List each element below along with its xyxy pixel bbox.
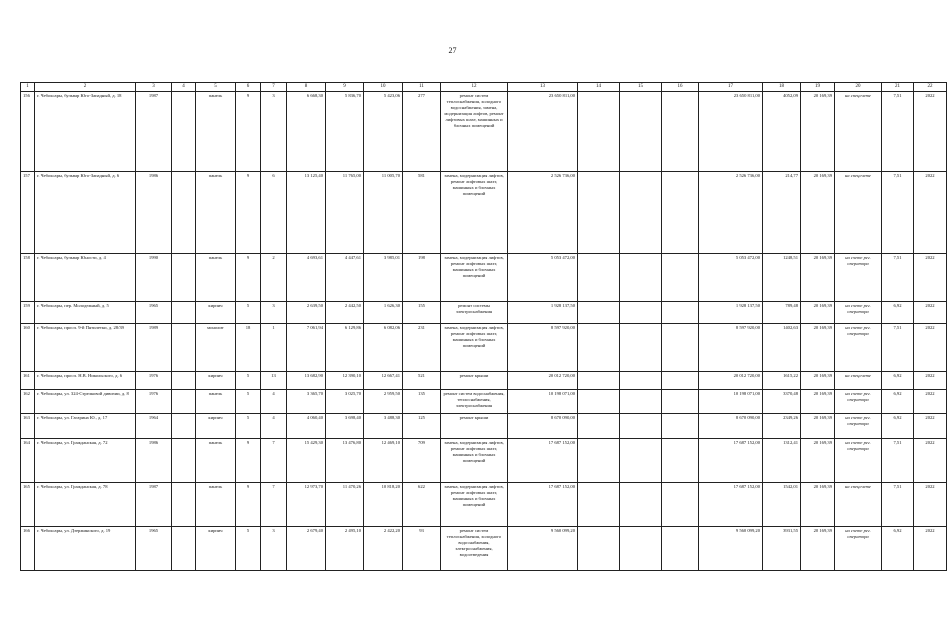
- table-cell: 1989: [136, 324, 172, 372]
- table-cell: [620, 483, 662, 527]
- table-cell: 789,48: [763, 302, 801, 324]
- table-row: [21, 414, 947, 439]
- table-cell: 6,92: [882, 372, 914, 390]
- column-number-cell: 11: [403, 83, 441, 92]
- table-cell: [662, 254, 699, 302]
- table-cell: 7,51: [882, 324, 914, 372]
- table-cell: 23 650 811,00: [699, 92, 763, 172]
- table-cell: 159: [21, 302, 35, 324]
- table-cell: 13: [261, 372, 287, 390]
- table-cell: 8 597 920,00: [699, 324, 763, 372]
- table-cell: на счете рег. оператора: [835, 414, 882, 439]
- table-cell: 2022: [914, 372, 947, 390]
- table-cell: [172, 254, 196, 302]
- table-cell: [578, 439, 620, 483]
- table-cell: 13 125,40: [287, 172, 326, 254]
- table-cell: 125: [403, 414, 441, 439]
- table-cell: 1964: [136, 414, 172, 439]
- column-number-cell: 9: [326, 83, 364, 92]
- table-cell: 1965: [136, 527, 172, 571]
- table-cell: 9: [236, 254, 261, 302]
- table-cell: [662, 372, 699, 390]
- table-cell: 1986: [136, 439, 172, 483]
- table-cell: 5 423,06: [364, 92, 403, 172]
- table-cell: г. Чебоксары, бульвар Юго-Западный, д. 18: [35, 92, 136, 172]
- table-cell: кирпич: [196, 527, 236, 571]
- table-cell: 1965: [136, 302, 172, 324]
- table-cell: 4 447,61: [326, 254, 364, 302]
- table-cell: 10 198 071,00: [508, 390, 578, 414]
- column-number-cell: 12: [441, 83, 508, 92]
- table-cell: 2 442,50: [326, 302, 364, 324]
- table-row: [21, 483, 947, 527]
- table-cell: [620, 254, 662, 302]
- table-cell: 581: [403, 172, 441, 254]
- table-cell: 2022: [914, 390, 947, 414]
- table-cell: панель: [196, 439, 236, 483]
- column-number-cell: 7: [261, 83, 287, 92]
- table-cell: 1: [261, 324, 287, 372]
- column-number-cell: 17: [699, 83, 763, 92]
- table-cell: 9 560 099,20: [699, 527, 763, 571]
- table-cell: 161: [21, 372, 35, 390]
- table-cell: [620, 372, 662, 390]
- table-body: [21, 83, 947, 571]
- table-cell: 17 687 152,00: [699, 483, 763, 527]
- table-cell: [578, 390, 620, 414]
- table-cell: 8 597 920,00: [508, 324, 578, 372]
- table-cell: [620, 527, 662, 571]
- table-cell: 18: [236, 324, 261, 372]
- column-number-cell: 1: [21, 83, 35, 92]
- table-cell: 160: [21, 324, 35, 372]
- table-cell: 155: [403, 302, 441, 324]
- table-cell: [620, 324, 662, 372]
- table-cell: 1615,22: [763, 372, 801, 390]
- table-cell: [578, 483, 620, 527]
- table-cell: кирпич: [196, 302, 236, 324]
- table-cell: замена, модернизация лифтов, ремонт лифтовых шахт, машинных и блочных помещений: [441, 483, 508, 527]
- table-cell: 20 169,39: [801, 483, 835, 527]
- table-cell: [578, 372, 620, 390]
- table-cell: 13 682,90: [287, 372, 326, 390]
- table-cell: 9 560 099,20: [508, 527, 578, 571]
- table-cell: 2022: [914, 414, 947, 439]
- table-cell: [172, 92, 196, 172]
- table-cell: на спецсчете: [835, 372, 882, 390]
- table-cell: 7,51: [882, 439, 914, 483]
- table-cell: 17 687 152,00: [508, 483, 578, 527]
- table-cell: 3: [261, 302, 287, 324]
- table-row: [21, 324, 947, 372]
- table-cell: 521: [403, 372, 441, 390]
- table-row: [21, 439, 947, 483]
- table-cell: 1986: [136, 172, 172, 254]
- table-cell: панель: [196, 390, 236, 414]
- table-cell: 2 495,10: [326, 527, 364, 571]
- table-cell: [578, 414, 620, 439]
- table-cell: 12 667,41: [364, 372, 403, 390]
- table-cell: 5: [236, 302, 261, 324]
- table-cell: [578, 527, 620, 571]
- table-cell: 4: [261, 414, 287, 439]
- table-cell: ремонт систем теплоснабжения, холодного водоснабжения, замена, модернизация лифтов, ремонт лифтовых шахт, машинных и блочных помещений: [441, 92, 508, 172]
- column-number-cell: 13: [508, 83, 578, 92]
- table-cell: 23 650 811,00: [508, 92, 578, 172]
- table-cell: 6 129,86: [326, 324, 364, 372]
- table-cell: 9: [236, 483, 261, 527]
- table-cell: кирпич: [196, 372, 236, 390]
- column-number-cell: 8: [287, 83, 326, 92]
- column-number-cell: 16: [662, 83, 699, 92]
- table-cell: 3 365,70: [287, 390, 326, 414]
- table-cell: 10 198 071,00: [699, 390, 763, 414]
- table-cell: 2022: [914, 254, 947, 302]
- table-cell: 198: [403, 254, 441, 302]
- table-cell: 6,92: [882, 302, 914, 324]
- table-cell: г. Чебоксары, бульвар Юности, д. 4: [35, 254, 136, 302]
- table-cell: 7 061,94: [287, 324, 326, 372]
- table-cell: 20 169,39: [801, 302, 835, 324]
- table-cell: 1987: [136, 483, 172, 527]
- column-number-cell: 18: [763, 83, 801, 92]
- table-cell: ремонт крыши: [441, 372, 508, 390]
- table-cell: 231: [403, 324, 441, 372]
- table-cell: замена, модернизация лифтов, ремонт лифтовых шахт, машинных и блочных помещений: [441, 439, 508, 483]
- table-cell: 10 818,20: [364, 483, 403, 527]
- table-row: [21, 372, 947, 390]
- table-cell: 157: [21, 172, 35, 254]
- column-number-cell: 20: [835, 83, 882, 92]
- table-cell: [662, 439, 699, 483]
- column-number-cell: 4: [172, 83, 196, 92]
- table-cell: 11 005,70: [364, 172, 403, 254]
- table-cell: 1542,01: [763, 483, 801, 527]
- table-cell: 1248,51: [763, 254, 801, 302]
- table-cell: 3: [261, 527, 287, 571]
- table-row: [21, 302, 947, 324]
- table-cell: на спецсчете: [835, 92, 882, 172]
- table-cell: 3 025,70: [326, 390, 364, 414]
- table-cell: 12 469,10: [364, 439, 403, 483]
- table-cell: г. Чебоксары, пер. Молодежный, д. 5: [35, 302, 136, 324]
- table-cell: 8 670 090,00: [508, 414, 578, 439]
- table-cell: 7: [261, 483, 287, 527]
- table-cell: 6 082,06: [364, 324, 403, 372]
- table-cell: панель: [196, 483, 236, 527]
- column-number-row: [21, 83, 947, 92]
- table-cell: 20 169,39: [801, 414, 835, 439]
- table-cell: 2 959,50: [364, 390, 403, 414]
- table-cell: 13 476,80: [326, 439, 364, 483]
- table-cell: 164: [21, 439, 35, 483]
- column-number-cell: 5: [196, 83, 236, 92]
- table-cell: 2022: [914, 527, 947, 571]
- column-number-cell: 21: [882, 83, 914, 92]
- table-cell: панель: [196, 172, 236, 254]
- table-cell: 2: [261, 254, 287, 302]
- table-cell: 2 422,20: [364, 527, 403, 571]
- table-cell: г. Чебоксары, ул. Гагарина Ю., д. 17: [35, 414, 136, 439]
- table-cell: 9: [236, 439, 261, 483]
- table-cell: 3370,48: [763, 390, 801, 414]
- table-cell: замена, модернизация лифтов, ремонт лифтовых шахт, машинных и блочных помещений: [441, 172, 508, 254]
- page-number: 27: [448, 46, 457, 55]
- table-cell: [662, 390, 699, 414]
- table-cell: 6,92: [882, 390, 914, 414]
- table-cell: ремонт систем теплоснабжения, холодного водоснабжения, электроснабжения, водоотведения: [441, 527, 508, 571]
- table-cell: 8 670 090,00: [699, 414, 763, 439]
- table-cell: 163: [21, 414, 35, 439]
- table-cell: [620, 172, 662, 254]
- table-cell: [172, 414, 196, 439]
- table-cell: на спецсчете: [835, 172, 882, 254]
- table-cell: [578, 92, 620, 172]
- table-cell: 11 470,26: [326, 483, 364, 527]
- table-cell: замена, модернизация лифтов, ремонт лифтовых шахт, машинных и блочных помещений: [441, 254, 508, 302]
- table-cell: на счете рег. оператора: [835, 254, 882, 302]
- table-cell: 5 053 472,00: [508, 254, 578, 302]
- table-cell: [662, 527, 699, 571]
- table-cell: 4052,09: [763, 92, 801, 172]
- table-cell: 5: [236, 414, 261, 439]
- table-cell: замена, модернизация лифтов, ремонт лифтовых шахт, машинных и блочных помещений: [441, 324, 508, 372]
- table-cell: 7,51: [882, 483, 914, 527]
- table-cell: [662, 302, 699, 324]
- table-cell: 20 012 720,00: [508, 372, 578, 390]
- table-cell: на спецсчете: [835, 483, 882, 527]
- column-number-cell: 15: [620, 83, 662, 92]
- table-cell: кирпич: [196, 414, 236, 439]
- table-cell: 20 169,39: [801, 254, 835, 302]
- column-number-cell: 14: [578, 83, 620, 92]
- table-cell: [172, 372, 196, 390]
- table-cell: 4 693,61: [287, 254, 326, 302]
- table-cell: [620, 439, 662, 483]
- table-cell: 3: [261, 92, 287, 172]
- table-cell: 1 928 137,50: [699, 302, 763, 324]
- table-cell: 2349,26: [763, 414, 801, 439]
- register-table: [20, 82, 947, 571]
- table-cell: 135: [403, 390, 441, 414]
- table-cell: [620, 92, 662, 172]
- table-cell: 4: [261, 390, 287, 414]
- table-cell: 214,77: [763, 172, 801, 254]
- table-cell: 11 765,00: [326, 172, 364, 254]
- table-cell: 20 169,39: [801, 92, 835, 172]
- table-cell: [172, 324, 196, 372]
- table-cell: панель: [196, 254, 236, 302]
- table-cell: [172, 483, 196, 527]
- table-cell: 709: [403, 439, 441, 483]
- table-cell: г. Чебоксары, ул. Гражданская, д. 72: [35, 439, 136, 483]
- column-number-cell: 22: [914, 83, 947, 92]
- table-cell: ремонт систем водоснабжения, теплоснабжения, электроснабжения: [441, 390, 508, 414]
- table-cell: 1987: [136, 92, 172, 172]
- table-cell: на счете рег. оператора: [835, 439, 882, 483]
- table-cell: 20 169,39: [801, 172, 835, 254]
- table-cell: 20 169,39: [801, 527, 835, 571]
- table-row: [21, 172, 947, 254]
- table-cell: 2022: [914, 92, 947, 172]
- table-cell: [578, 324, 620, 372]
- table-cell: [662, 172, 699, 254]
- table-row: [21, 92, 947, 172]
- table-cell: 1 626,30: [364, 302, 403, 324]
- table-cell: 1990: [136, 254, 172, 302]
- table-cell: [620, 390, 662, 414]
- table-cell: г. Чебоксары, просп. 9-й Пятилетки, д. 28/39: [35, 324, 136, 372]
- table-cell: 7,51: [882, 254, 914, 302]
- table-cell: 20 169,39: [801, 324, 835, 372]
- table-cell: 2022: [914, 483, 947, 527]
- table-cell: 20 169,39: [801, 439, 835, 483]
- table-cell: панель: [196, 92, 236, 172]
- table-cell: 166: [21, 527, 35, 571]
- table-cell: [578, 172, 620, 254]
- table-cell: 2022: [914, 302, 947, 324]
- table-row: [21, 390, 947, 414]
- table-cell: 165: [21, 483, 35, 527]
- table-cell: [578, 254, 620, 302]
- table-cell: 6,92: [882, 527, 914, 571]
- table-cell: 17 687 152,00: [699, 439, 763, 483]
- table-cell: 2 526 736,00: [699, 172, 763, 254]
- table-cell: г. Чебоксары, ул. 324-Стрелковой дивизии, д. 8: [35, 390, 136, 414]
- table-cell: на счете рег. оператора: [835, 324, 882, 372]
- table-row: [21, 254, 947, 302]
- table-cell: [172, 302, 196, 324]
- table-cell: [662, 92, 699, 172]
- table-cell: 5 836,70: [326, 92, 364, 172]
- table-cell: 4 060,40: [287, 414, 326, 439]
- table-cell: г. Чебоксары, ул. Дзержинского, д. 19: [35, 527, 136, 571]
- table-cell: 6,92: [882, 414, 914, 439]
- column-number-cell: 6: [236, 83, 261, 92]
- table-cell: 9: [236, 172, 261, 254]
- table-cell: 5: [236, 372, 261, 390]
- table-cell: 3931,55: [763, 527, 801, 571]
- table-cell: 20 169,39: [801, 372, 835, 390]
- table-cell: [662, 324, 699, 372]
- table-cell: 1 928 137,50: [508, 302, 578, 324]
- table-cell: 20 169,39: [801, 390, 835, 414]
- table-cell: г. Чебоксары, ул. Гражданская, д. 78: [35, 483, 136, 527]
- table-cell: 12 973,70: [287, 483, 326, 527]
- table-cell: 2022: [914, 439, 947, 483]
- column-number-cell: 2: [35, 83, 136, 92]
- table-cell: 15 429,30: [287, 439, 326, 483]
- table-cell: 3 698,40: [326, 414, 364, 439]
- table-cell: [620, 414, 662, 439]
- table-cell: 7,51: [882, 172, 914, 254]
- table-cell: на счете рег. оператора: [835, 390, 882, 414]
- table-cell: 622: [403, 483, 441, 527]
- table-row: [21, 527, 947, 571]
- table-cell: 2 639,50: [287, 302, 326, 324]
- table-cell: [172, 172, 196, 254]
- table-cell: 2 679,40: [287, 527, 326, 571]
- table-cell: [172, 527, 196, 571]
- table-cell: 6 668,30: [287, 92, 326, 172]
- table-cell: г. Чебоксары, бульвар Юго-Западный, д. 6: [35, 172, 136, 254]
- table-cell: 277: [403, 92, 441, 172]
- table-cell: 17 687 152,00: [508, 439, 578, 483]
- table-cell: ремонт системы электроснабжения: [441, 302, 508, 324]
- table-cell: [172, 390, 196, 414]
- table-cell: 2 526 736,00: [508, 172, 578, 254]
- table-cell: 6: [261, 172, 287, 254]
- column-number-cell: 10: [364, 83, 403, 92]
- table-cell: 1976: [136, 372, 172, 390]
- table-cell: 7,51: [882, 92, 914, 172]
- column-number-cell: 19: [801, 83, 835, 92]
- table-cell: г. Чебоксары, просп. Н.В. Никольского, д. 6: [35, 372, 136, 390]
- table-cell: 5 053 472,00: [699, 254, 763, 302]
- table-cell: 3 488,30: [364, 414, 403, 439]
- table-cell: 1976: [136, 390, 172, 414]
- table-cell: на счете рег. оператора: [835, 527, 882, 571]
- table-cell: 5: [236, 527, 261, 571]
- table-cell: 12 390,10: [326, 372, 364, 390]
- table-cell: монолит: [196, 324, 236, 372]
- table-cell: 2022: [914, 172, 947, 254]
- table-cell: 5: [236, 390, 261, 414]
- table-cell: 1402,63: [763, 324, 801, 372]
- table-cell: [662, 414, 699, 439]
- table-cell: 9: [236, 92, 261, 172]
- table-cell: 162: [21, 390, 35, 414]
- table-cell: 1312,41: [763, 439, 801, 483]
- table-cell: 20 012 720,00: [699, 372, 763, 390]
- table-cell: 7: [261, 439, 287, 483]
- table-cell: [172, 439, 196, 483]
- table-cell: ремонт крыши: [441, 414, 508, 439]
- table-cell: 2022: [914, 324, 947, 372]
- table-cell: 156: [21, 92, 35, 172]
- table-cell: 93: [403, 527, 441, 571]
- column-number-cell: 3: [136, 83, 172, 92]
- table-cell: [578, 302, 620, 324]
- table-cell: [620, 302, 662, 324]
- table-cell: 3 985,01: [364, 254, 403, 302]
- table-cell: [662, 483, 699, 527]
- table-cell: на счете рег. оператора: [835, 302, 882, 324]
- table-cell: 158: [21, 254, 35, 302]
